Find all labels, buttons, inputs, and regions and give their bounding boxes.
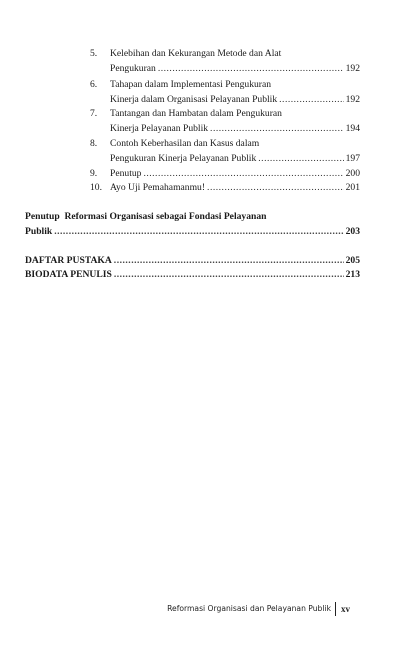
toc-entry-number: 9. <box>90 168 98 179</box>
toc-entry-title-line-1: Tahapan dalam Implementasi Pengukuran <box>110 79 272 90</box>
toc-entry-title-line-1: Contoh Keberhasilan dan Kasus dalam <box>110 138 260 149</box>
footer-book-title: Reformasi Organisasi dan Pelayanan Publik <box>167 604 331 613</box>
toc-entry[interactable] <box>90 77 360 107</box>
dot-leader <box>207 180 344 195</box>
toc-entry-title-line-2: Kinerja dalam Organisasi Pelayanan Publik <box>110 94 278 105</box>
toc-entry-page: 201 <box>345 182 360 193</box>
toc-chapter-entry[interactable] <box>25 209 360 239</box>
dot-leader <box>158 61 344 76</box>
toc-bibliography-page: 205 <box>345 255 360 266</box>
toc-entry-number: 6. <box>90 79 98 90</box>
toc-entry-page: 192 <box>345 63 360 74</box>
dot-leader <box>114 253 344 268</box>
dot-leader <box>143 166 343 181</box>
toc-entry[interactable] <box>90 166 360 181</box>
toc-entry-title: Penutup <box>110 168 142 179</box>
toc-chapter-page: 203 <box>345 226 360 237</box>
toc-author-bio-entry[interactable] <box>25 267 360 282</box>
toc-entry-title-line-1: Tantangan dan Hambatan dalam Pengukuran <box>110 108 282 119</box>
toc-entry-page: 194 <box>345 123 360 134</box>
toc-entry-number: 8. <box>90 138 98 149</box>
dot-leader <box>114 267 344 282</box>
footer-divider <box>335 602 336 616</box>
toc-author-bio-page: 213 <box>345 269 360 280</box>
dot-leader <box>54 224 343 239</box>
dot-leader <box>258 151 343 166</box>
toc-entry-title-line-2: Pengukuran <box>110 63 156 74</box>
toc-entry-title-line-2: Kinerja Pelayanan Publik <box>110 123 209 134</box>
footer-page-number: xv <box>341 604 350 614</box>
toc-author-bio-label: BIODATA PENULIS <box>25 269 112 280</box>
toc-entry-number: 10. <box>90 182 102 193</box>
toc-bibliography-entry[interactable] <box>25 253 360 268</box>
dot-leader <box>210 121 344 136</box>
toc-entry-page: 192 <box>345 94 360 105</box>
toc-chapter-title-line-1: Penutup Reformasi Organisasi sebagai Fondasi Pelayanan <box>25 211 267 222</box>
toc-chapter-title-line-2: Publik <box>25 226 53 237</box>
toc-entry[interactable] <box>90 180 360 195</box>
toc-entry-title: Ayo Uji Pemahamanmu! <box>110 182 206 193</box>
dot-leader <box>279 92 343 107</box>
page-footer <box>0 603 402 617</box>
toc-bibliography-label: DAFTAR PUSTAKA <box>25 255 112 266</box>
toc-entry[interactable] <box>90 136 360 166</box>
toc-entry-number: 7. <box>90 108 98 119</box>
toc-entry-number: 5. <box>90 48 98 59</box>
toc-entry-page: 200 <box>345 168 360 179</box>
toc-entry[interactable] <box>90 106 360 136</box>
toc-entry[interactable] <box>90 46 360 76</box>
toc-entry-page: 197 <box>345 153 360 164</box>
toc-entry-title-line-1: Kelebihan dan Kekurangan Metode dan Alat <box>110 48 282 59</box>
toc-entry-title-line-2: Pengukuran Kinerja Pelayanan Publik <box>110 153 257 164</box>
